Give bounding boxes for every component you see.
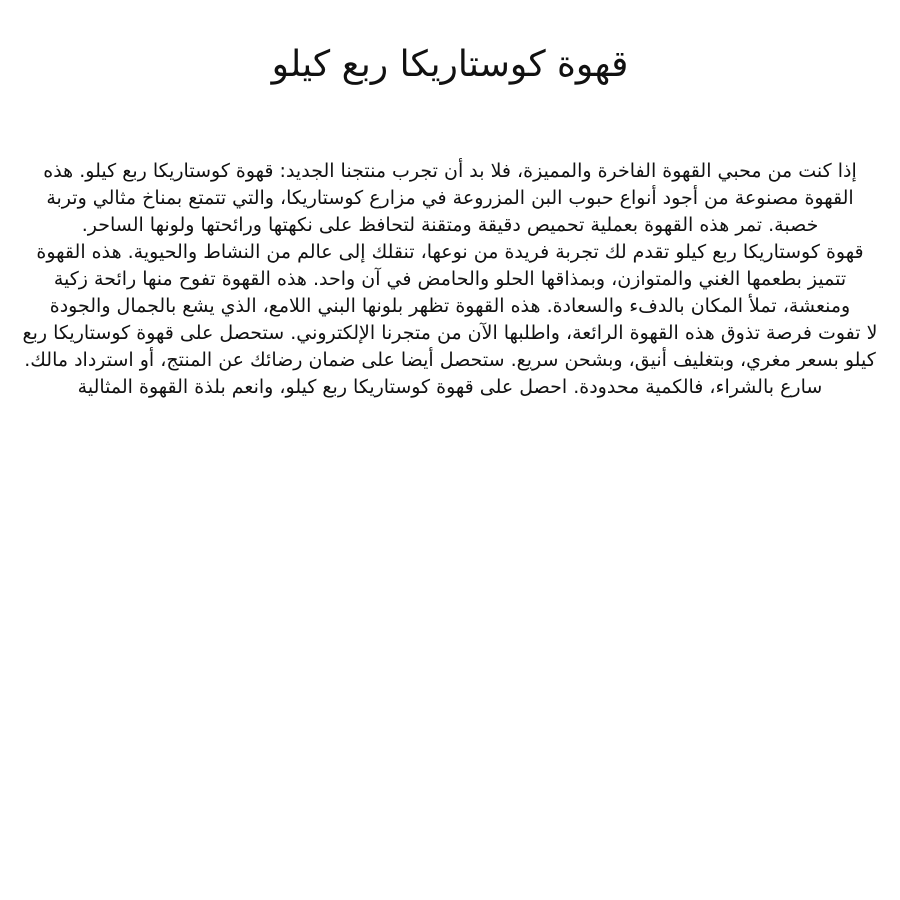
- paragraph-call-to-action: لا تفوت فرصة تذوق هذه القهوة الرائعة، واطلبها الآن من متجرنا الإلكتروني. ستحصل على قهوة كوستاريكا ربع كيلو بسعر مغري، وبتغليف أنيق، وبشحن سريع. ستحصل أيضا على ضمان رضائك عن المنتج، أو استرداد مالك. سارع بالشراء، فالكمية محدودة. احصل على قهوة كوستاريكا ربع كيلو، وانعم بلذة القهوة المثالية: [22, 322, 878, 398]
- page-title: قهوة كوستاريكا ربع كيلو: [271, 44, 629, 85]
- paragraph-intro: إذا كنت من محبي القهوة الفاخرة والمميزة، فلا بد أن تجرب منتجنا الجديد: قهوة كوستاريكا ربع كيلو. هذه القهوة مصنوعة من أجود أنواع حبوب البن المزروعة في مزارع كوستاريكا، والتي تتمتع بمناخ مثالي وتربة خصبة. تمر هذه القهوة بعملية تحميص دقيقة ومتقنة لتحافظ على نكهتها ورائحتها ولونها الساحر.: [43, 160, 857, 236]
- paragraph-description: قهوة كوستاريكا ربع كيلو تقدم لك تجربة فريدة من نوعها، تنقلك إلى عالم من النشاط والحيوية. هذه القهوة تتميز بطعمها الغني والمتوازن، وبمذاقها الحلو والحامض في آن واحد. هذه القهوة تفوح منها رائحة زكية ومنعشة، تملأ المكان بالدفء والسعادة. هذه القهوة تظهر بلونها البني اللامع، الذي يشع بالجمال والجودة: [36, 241, 864, 317]
- body-text: [22, 158, 878, 401]
